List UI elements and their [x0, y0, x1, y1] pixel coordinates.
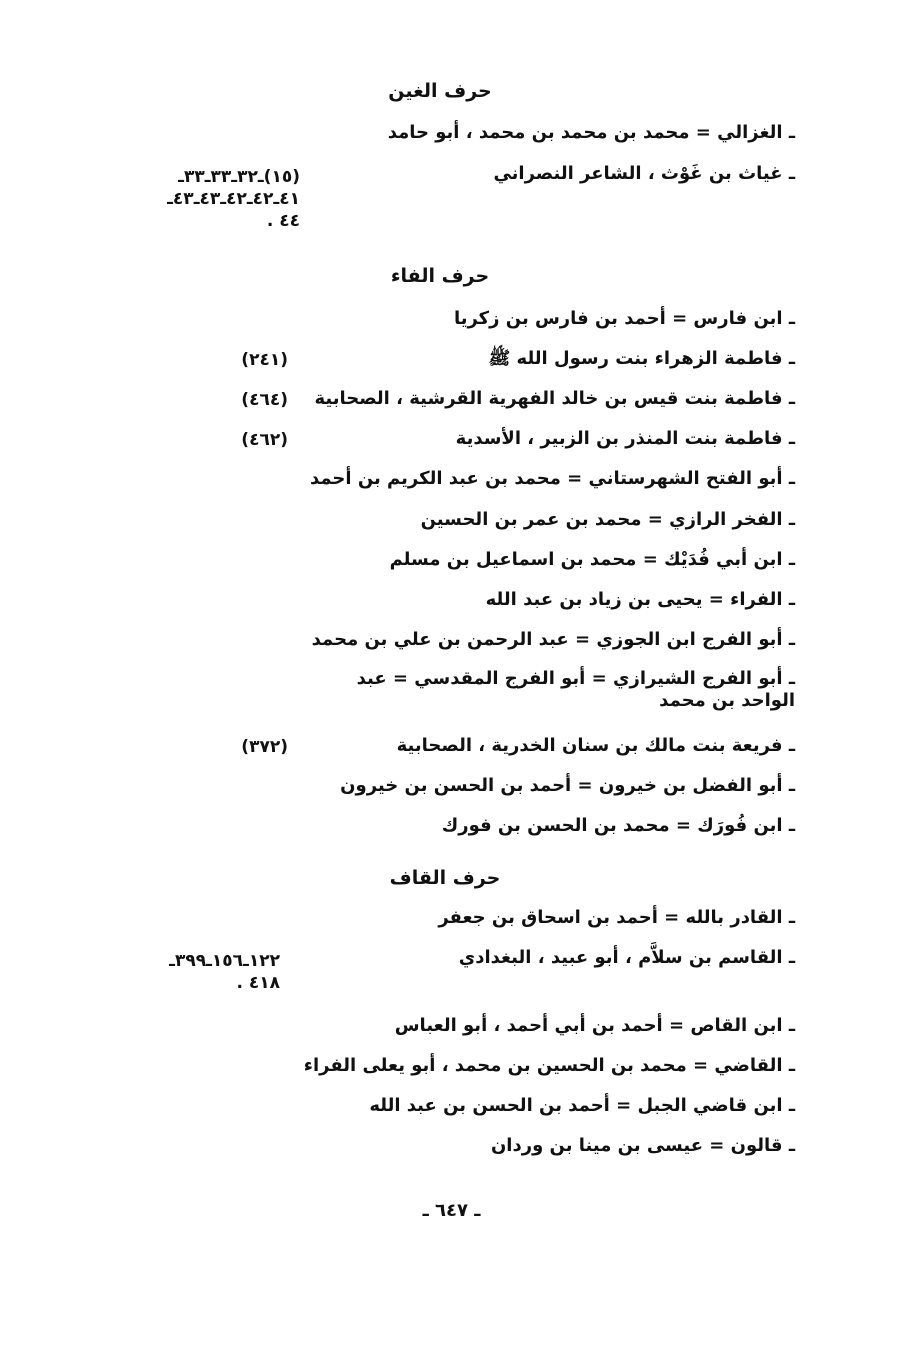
index-entry: ـ القاضي = محمد بن الحسين بن محمد ، أبو يعلى الفراء [303, 1055, 795, 1076]
index-entry: ـ الغزالي = محمد بن محمد بن محمد ، أبو حامد [387, 122, 795, 143]
index-entry: ـ ابن أبي فُدَيْك = محمد بن اسماعيل بن مسلم [389, 549, 795, 570]
index-entry: ـ الفخر الرازي = محمد بن عمر بن الحسين [420, 509, 795, 530]
section-heading-fa: حرف الفاء [390, 265, 490, 287]
index-entry: ـ القادر بالله = أحمد بن اسحاق بن جعفر [438, 907, 795, 928]
section-heading-ghayn: حرف الغين [388, 80, 492, 102]
page-references: (٣٧٢) [241, 737, 288, 757]
index-entry: ـ الفراء = يحيى بن زياد بن عبد الله [485, 589, 795, 610]
page-references: (٤٦٢) [241, 430, 288, 450]
page-references: ١٢٢ـ١٥٦ـ٣٩٩ـ ٤١٨ . [169, 951, 280, 993]
page-references: (٢٤١) [241, 350, 288, 370]
page-references: (٤٦٤) [241, 390, 288, 410]
index-entry: ـ ابن فُورَك = محمد بن الحسن بن فورك [441, 815, 795, 836]
index-entry: ـ فاطمة بنت قيس بن خالد الفهرية القرشية ، الصحابية [314, 388, 795, 409]
index-entry: ـ قالون = عيسى بن مينا بن وردان [490, 1135, 795, 1156]
index-entry: ـ ابن القاص = أحمد بن أبي أحمد ، أبو العباس [394, 1015, 795, 1036]
index-entry: ـ أبو الفضل بن خيرون = أحمد بن الحسن بن خيرون [340, 775, 795, 796]
index-entry: ـ فريعة بنت مالك بن سنان الخدرية ، الصحابية [396, 735, 795, 756]
index-entry: ـ فاطمة الزهراء بنت رسول الله ﷺ [488, 348, 795, 369]
index-entry: ـ غياث بن غَوْث ، الشاعر النصراني [493, 163, 795, 184]
index-entry: ـ أبو الفتح الشهرستاني = محمد بن عبد الكريم بن أحمد [309, 468, 795, 489]
index-entry: ـ أبو الفرج الشيرازي = أبو الفرج المقدسي = عبد الواحد بن محمد [356, 668, 795, 711]
index-entry: ـ ابن قاضي الجبل = أحمد بن الحسن بن عبد الله [369, 1095, 795, 1116]
index-entry: ـ فاطمة بنت المنذر بن الزبير ، الأسدية [455, 428, 795, 449]
page-number: ـ ٦٤٧ ـ [422, 1200, 481, 1221]
page-references: (١٥)ـ٣٢ـ٣٣ـ٣٣ـ ٤١ـ٤٢ـ٤٢ـ٤٣ـ٤٣ـ ٤٤ . [167, 167, 300, 231]
section-heading-qaf: حرف القاف [389, 867, 501, 889]
index-entry: ـ أبو الفرج ابن الجوزي = عبد الرحمن بن علي بن محمد [311, 629, 795, 650]
index-entry: ـ القاسم بن سلاَّم ، أبو عبيد ، البغدادي [458, 947, 795, 968]
index-entry: ـ ابن فارس = أحمد بن فارس بن زكريا [453, 308, 795, 329]
